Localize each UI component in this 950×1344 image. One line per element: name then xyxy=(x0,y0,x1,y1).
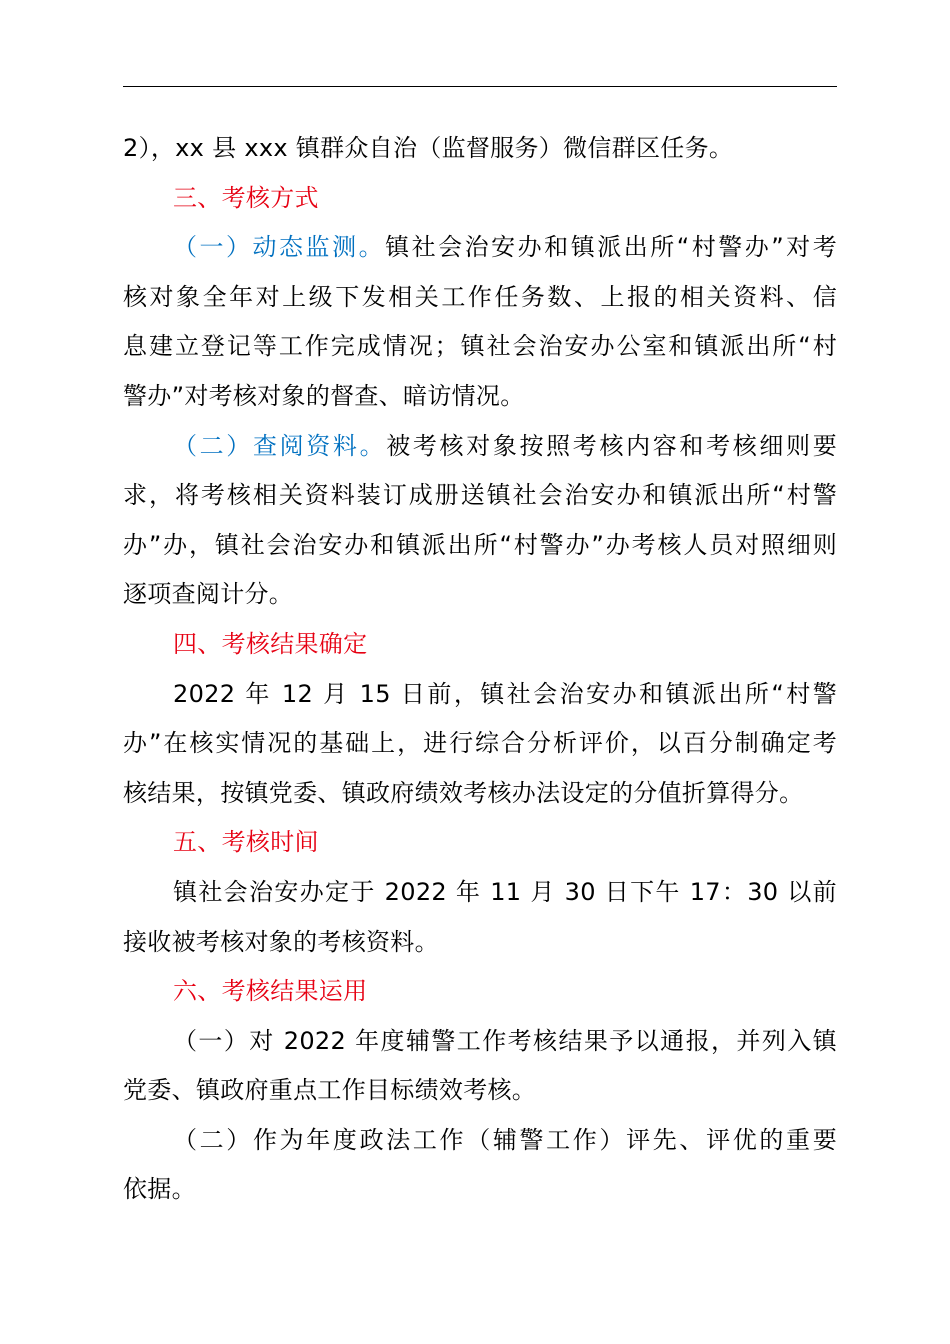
paragraph-line: 求，将考核相关资料装订成册送镇社会治安办和镇派出所“村警 xyxy=(123,481,837,510)
header-rule xyxy=(123,86,837,87)
paragraph-text: 镇社会治安办和镇派出所“村警办”对考 xyxy=(385,233,837,262)
paragraph-text: 被考核对象按照考核内容和考核细则要 xyxy=(386,431,837,460)
paragraph-line: （二）作为年度政法工作（辅警工作）评先、评优的重要 xyxy=(173,1125,837,1154)
section-heading-6: 六、考核结果运用 xyxy=(173,977,368,1006)
paragraph-line: （一）对 2022 年度辅警工作考核结果予以通报，并列入镇 xyxy=(173,1026,837,1055)
subheading-review-materials: （二）查阅资料。 xyxy=(173,431,387,460)
section-heading-3: 三、考核方式 xyxy=(173,183,319,212)
section-heading-5: 五、考核时间 xyxy=(173,828,319,857)
document-body xyxy=(123,124,837,1215)
subheading-dynamic-monitoring: （一）动态监测。 xyxy=(173,233,386,262)
paragraph-line: 2022 年 12 月 15 日前，镇社会治安办和镇派出所“村警 xyxy=(173,679,837,708)
paragraph-line: 办”在核实情况的基础上，进行综合分析评价，以百分制确定考 xyxy=(123,729,837,758)
paragraph-line: 办”办，镇社会治安办和镇派出所“村警办”办考核人员对照细则 xyxy=(123,530,837,559)
paragraph-line: 息建立登记等工作完成情况；镇社会治安办公室和镇派出所“村 xyxy=(123,332,837,361)
paragraph-line: 镇社会治安办定于 2022 年 11 月 30 日下午 17：30 以前 xyxy=(173,877,837,906)
paragraph-line: 逐项查阅计分。 xyxy=(123,580,294,609)
paragraph-line: 接收被考核对象的考核资料。 xyxy=(123,927,439,956)
paragraph-line: 党委、镇政府重点工作目标绩效考核。 xyxy=(123,1076,537,1105)
paragraph-line: 警办”对考核对象的督查、暗访情况。 xyxy=(123,381,525,410)
continuation-line: 2），xx 县 xxx 镇群众自治（监督服务）微信群区任务。 xyxy=(123,134,734,162)
section-heading-4: 四、考核结果确定 xyxy=(173,629,368,658)
paragraph-line xyxy=(123,223,837,273)
paragraph-line: 核结果，按镇党委、镇政府绩效考核办法设定的分值折算得分。 xyxy=(123,778,804,807)
paragraph-line: 依据。 xyxy=(123,1175,196,1204)
paragraph-line xyxy=(123,422,837,472)
paragraph-line: 核对象全年对上级下发相关工作任务数、上报的相关资料、信 xyxy=(123,282,837,311)
